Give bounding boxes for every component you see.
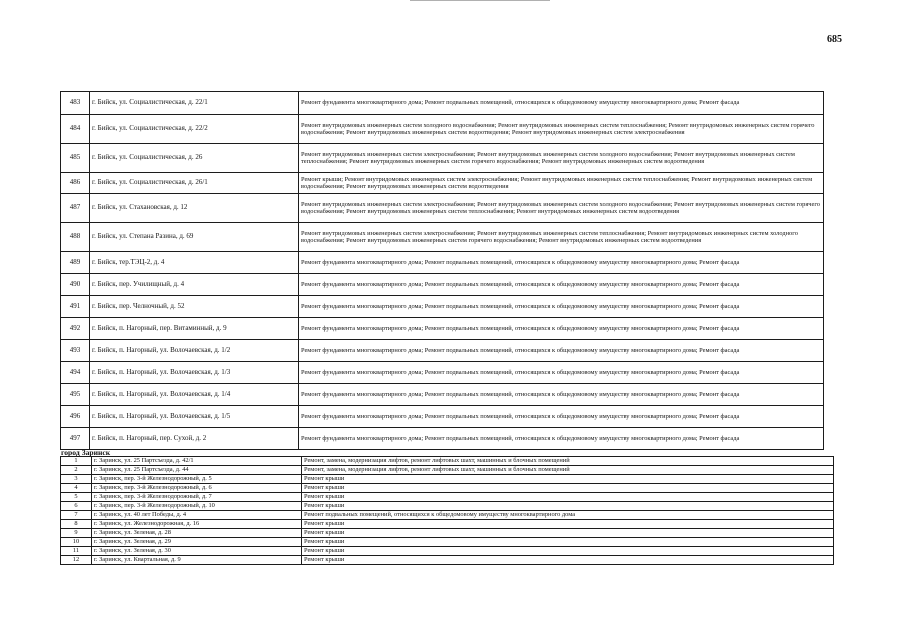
- row-address: г. Бийск, п. Нагорный, ул. Волочаевская, д. 1/4: [90, 384, 299, 406]
- row-works: Ремонт фундамента многоквартирного дома; Ремонт подвальных помещений, относящихся к общедомовому имуществу многоквартирного дома; Ремонт фасада: [299, 428, 824, 450]
- row-address: г. Бийск, ул. Социалистическая, д. 26: [90, 144, 299, 173]
- row-address: г. Заринск, ул. Зеленая, д. 30: [92, 547, 302, 556]
- table-row: [61, 384, 824, 406]
- row-address: г. Бийск, п. Нагорный, ул. Волочаевская, д. 1/3: [90, 362, 299, 384]
- row-works: Ремонт крыши: [302, 475, 834, 484]
- page-number: 685: [827, 34, 842, 45]
- table-row: [61, 428, 824, 450]
- repair-table-zarinsk-body: [61, 457, 834, 565]
- table-row: [61, 466, 834, 475]
- row-works: Ремонт фундамента многоквартирного дома; Ремонт подвальных помещений, относящихся к общедомовому имуществу многоквартирного дома; Ремонт фасада: [299, 384, 824, 406]
- row-number: 3: [61, 475, 92, 484]
- row-number: 8: [61, 520, 92, 529]
- table-row: [61, 457, 834, 466]
- table-row: [61, 406, 824, 428]
- row-number: 1: [61, 457, 92, 466]
- row-number: 486: [61, 173, 90, 194]
- row-works: Ремонт фундамента многоквартирного дома; Ремонт подвальных помещений, относящихся к общедомовому имуществу многоквартирного дома; Ремонт фасада: [299, 252, 824, 274]
- row-works: Ремонт крыши: [302, 484, 834, 493]
- row-address: г. Бийск, пер. Училищный, д. 4: [90, 274, 299, 296]
- row-works: Ремонт фундамента многоквартирного дома; Ремонт подвальных помещений, относящихся к общедомовому имуществу многоквартирного дома; Ремонт фасада: [299, 274, 824, 296]
- table-row: [61, 502, 834, 511]
- row-number: 6: [61, 502, 92, 511]
- row-number: 487: [61, 194, 90, 223]
- repair-table-zarinsk: [60, 456, 834, 565]
- table-row: [61, 318, 824, 340]
- scan-edge-mark: [410, 0, 550, 1]
- row-number: 4: [61, 484, 92, 493]
- row-number: 496: [61, 406, 90, 428]
- table-row: [61, 362, 824, 384]
- row-address: г. Заринск, ул. 25 Партсъезда, д. 42/1: [92, 457, 302, 466]
- row-works: Ремонт внутридомовых инженерных систем электроснабжения; Ремонт внутридомовых инженерных систем теплоснабжения; Ремонт внутридомовых инженерных систем холодного водоснабжения; Ремонт внутридомовых инженерных систем горячего водоснабжения; Ремонт внутридомовых инженерных систем водоотведения: [299, 223, 824, 252]
- row-address: г. Бийск, тер.ТЭЦ-2, д. 4: [90, 252, 299, 274]
- row-number: 9: [61, 529, 92, 538]
- row-address: г. Заринск, пер. 3-й Железнодорожный, д. 10: [92, 502, 302, 511]
- row-number: 7: [61, 511, 92, 520]
- table-row: [61, 144, 824, 173]
- table-row: [61, 115, 824, 144]
- row-number: 10: [61, 538, 92, 547]
- row-works: Ремонт внутридомовых инженерных систем электроснабжения; Ремонт внутридомовых инженерных систем холодного водоснабжения; Ремонт внутридомовых инженерных систем теплоснабжения; Ремонт внутридомовых инженерных систем горячего водоснабжения; Ремонт внутридомовых инженерных систем водоотведения: [299, 144, 824, 173]
- table-row: [61, 493, 834, 502]
- row-number: 491: [61, 296, 90, 318]
- row-number: 489: [61, 252, 90, 274]
- row-address: г. Бийск, ул. Стахановская, д. 12: [90, 194, 299, 223]
- row-address: г. Бийск, п. Нагорный, ул. Волочаевская, д. 1/2: [90, 340, 299, 362]
- table-row: [61, 529, 834, 538]
- table-row: [61, 340, 824, 362]
- row-works: Ремонт крыши: [302, 556, 834, 565]
- table-row: [61, 511, 834, 520]
- row-number: 494: [61, 362, 90, 384]
- row-works: Ремонт фундамента многоквартирного дома; Ремонт подвальных помещений, относящихся к общедомовому имуществу многоквартирного дома; Ремонт фасада: [299, 406, 824, 428]
- row-works: Ремонт внутридомовых инженерных систем холодного водоснабжения; Ремонт внутридомовых инженерных систем теплоснабжения; Ремонт внутридомовых инженерных систем горячего водоснабжения; Ремонт внутридомовых инженерных систем водоотведения; Ремонт внутридомовых инженерных систем электроснабжения: [299, 115, 824, 144]
- table-row: [61, 223, 824, 252]
- repair-table-biysk-body: [61, 92, 824, 450]
- row-number: 12: [61, 556, 92, 565]
- repair-table-biysk: [60, 91, 824, 450]
- row-works: Ремонт крыши; Ремонт внутридомовых инженерных систем электроснабжения; Ремонт внутридомовых инженерных систем теплоснабжения; Ремонт внутридомовых инженерных систем водоснабжения; Ремонт внутридомовых инженерных систем водоотведения: [299, 173, 824, 194]
- row-address: г. Заринск, ул. 25 Партсъезда, д. 44: [92, 466, 302, 475]
- row-works: Ремонт крыши: [302, 520, 834, 529]
- row-address: г. Заринск, пер. 3-й Железнодорожный, д. 6: [92, 484, 302, 493]
- row-works: Ремонт фундамента многоквартирного дома; Ремонт подвальных помещений, относящихся к общедомовому имуществу многоквартирного дома; Ремонт фасада: [299, 340, 824, 362]
- row-address: г. Заринск, ул. Зеленая, д. 29: [92, 538, 302, 547]
- table-row: [61, 547, 834, 556]
- row-address: г. Бийск, п. Нагорный, пер. Сухой, д. 2: [90, 428, 299, 450]
- row-number: 484: [61, 115, 90, 144]
- row-address: г. Бийск, п. Нагорный, ул. Волочаевская, д. 1/5: [90, 406, 299, 428]
- row-address: г. Бийск, ул. Социалистическая, д. 22/1: [90, 92, 299, 115]
- row-address: г. Бийск, ул. Социалистическая, д. 22/2: [90, 115, 299, 144]
- row-number: 493: [61, 340, 90, 362]
- row-number: 495: [61, 384, 90, 406]
- table-row: [61, 274, 824, 296]
- row-address: г. Бийск, ул. Социалистическая, д. 26/1: [90, 173, 299, 194]
- table-row: [61, 194, 824, 223]
- section-title: город Заринск: [61, 448, 111, 457]
- table-row: [61, 173, 824, 194]
- table-row: [61, 296, 824, 318]
- row-works: Ремонт крыши: [302, 502, 834, 511]
- row-works: Ремонт внутридомовых инженерных систем электроснабжения; Ремонт внутридомовых инженерных систем холодного водоснабжения; Ремонт внутридомовых инженерных систем горячего водоснабжения; Ремонт внутридомовых инженерных систем теплоснабжения; Ремонт внутридомовых инженерных систем водоотведения: [299, 194, 824, 223]
- row-number: 483: [61, 92, 90, 115]
- row-works: Ремонт, замена, модернизация лифтов, ремонт лифтовых шахт, машинных и блочных помещений: [302, 457, 834, 466]
- row-works: Ремонт крыши: [302, 547, 834, 556]
- table-row: [61, 556, 834, 565]
- row-works: Ремонт фундамента многоквартирного дома; Ремонт подвальных помещений, относящихся к общедомовому имуществу многоквартирного дома; Ремонт фасада: [299, 318, 824, 340]
- row-address: г. Заринск, пер. 3-й Железнодорожный, д. 7: [92, 493, 302, 502]
- table-row: [61, 475, 834, 484]
- row-number: 11: [61, 547, 92, 556]
- table-row: [61, 252, 824, 274]
- row-address: г. Заринск, ул. Зеленая, д. 28: [92, 529, 302, 538]
- row-number: 5: [61, 493, 92, 502]
- row-works: Ремонт подвальных помещений, относящихся к общедомовому имуществу многоквартирного дома: [302, 511, 834, 520]
- row-works: Ремонт фундамента многоквартирного дома; Ремонт подвальных помещений, относящихся к общедомовому имуществу многоквартирного дома; Ремонт фасада: [299, 92, 824, 115]
- row-address: г. Бийск, п. Нагорный, пер. Витаминный, д. 9: [90, 318, 299, 340]
- row-address: г. Заринск, ул. Квартальная, д. 9: [92, 556, 302, 565]
- row-number: 488: [61, 223, 90, 252]
- row-works: Ремонт, замена, модернизация лифтов, ремонт лифтовых шахт, машинных и блочных помещений: [302, 466, 834, 475]
- row-works: Ремонт крыши: [302, 493, 834, 502]
- row-number: 492: [61, 318, 90, 340]
- row-number: 490: [61, 274, 90, 296]
- row-address: г. Бийск, ул. Степана Разина, д. 69: [90, 223, 299, 252]
- row-works: Ремонт фундамента многоквартирного дома; Ремонт подвальных помещений, относящихся к общедомовому имуществу многоквартирного дома; Ремонт фасада: [299, 362, 824, 384]
- row-number: 497: [61, 428, 90, 450]
- table-row: [61, 520, 834, 529]
- row-number: 485: [61, 144, 90, 173]
- table-row: [61, 484, 834, 493]
- row-address: г. Заринск, ул. 40 лет Победы, д. 4: [92, 511, 302, 520]
- table-row: [61, 92, 824, 115]
- row-works: Ремонт крыши: [302, 538, 834, 547]
- row-works: Ремонт фундамента многоквартирного дома; Ремонт подвальных помещений, относящихся к общедомовому имуществу многоквартирного дома; Ремонт фасада: [299, 296, 824, 318]
- row-address: г. Заринск, пер. 3-й Железнодорожный, д. 5: [92, 475, 302, 484]
- row-works: Ремонт крыши: [302, 529, 834, 538]
- row-address: г. Бийск, пер. Челночный, д. 52: [90, 296, 299, 318]
- row-address: г. Заринск, ул. Железнодорожная, д. 16: [92, 520, 302, 529]
- table-row: [61, 538, 834, 547]
- row-number: 2: [61, 466, 92, 475]
